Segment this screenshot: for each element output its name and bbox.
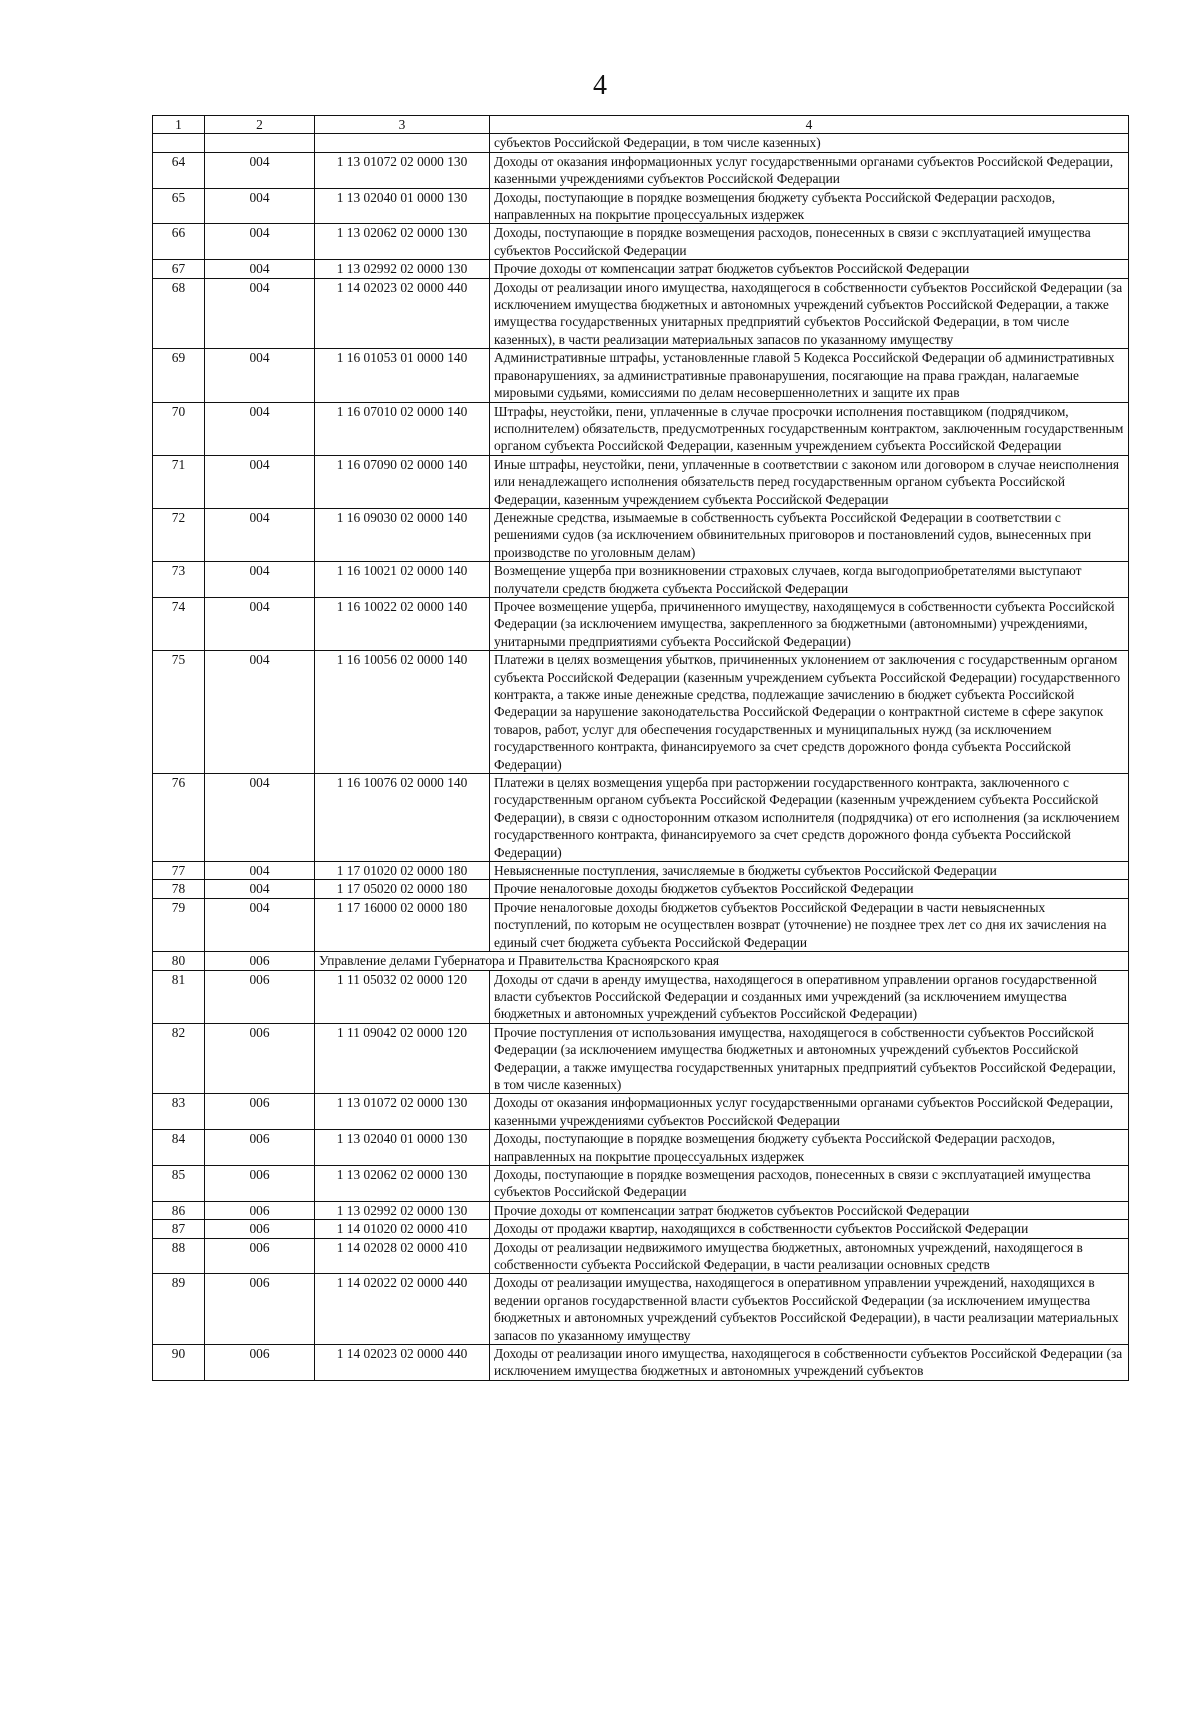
table-row	[153, 1201, 1129, 1219]
description-cell: Доходы от реализации недвижимого имущества бюджетных, автономных учреждений, находящегося в собственности субъекта Российской Федерации, в части реализации основных средств	[490, 1238, 1129, 1274]
table-row	[153, 188, 1129, 224]
description-cell: Прочие неналоговые доходы бюджетов субъектов Российской Федерации	[490, 880, 1129, 898]
row-number-cell: 70	[153, 402, 205, 455]
description-cell: Возмещение ущерба при возникновении страховых случаев, когда выгодоприобретателями выступают получатели средств бюджета субъекта Российской Федерации	[490, 562, 1129, 598]
admin-code-cell: 004	[205, 880, 315, 898]
admin-code-cell: 006	[205, 970, 315, 1023]
table-row	[153, 1274, 1129, 1345]
row-number-cell: 84	[153, 1130, 205, 1166]
page-number: 4	[593, 70, 607, 101]
row-number-cell	[153, 134, 205, 152]
admin-code-cell: 004	[205, 455, 315, 508]
kbk-code-cell: 1 13 02062 02 0000 130	[315, 224, 490, 260]
table-row	[153, 880, 1129, 898]
kbk-code-cell: 1 17 16000 02 0000 180	[315, 898, 490, 951]
row-number-cell: 86	[153, 1201, 205, 1219]
table-row	[153, 278, 1129, 349]
admin-code-cell: 004	[205, 651, 315, 774]
row-number-cell: 76	[153, 774, 205, 862]
kbk-code-cell: 1 13 02040 01 0000 130	[315, 1130, 490, 1166]
description-cell: Прочие поступления от использования имущества, находящегося в собственности субъектов Российской Федерации (за исключением имущества бюджетных и автономных учреждений субъектов Российской Федерации, а также имущества государственных унитарных предприятий субъектов Российской Федерации, в том числе казенных)	[490, 1023, 1129, 1094]
description-cell: Прочее возмещение ущерба, причиненного имуществу, находящемуся в собственности субъекта Российской Федерации (за исключением имущества, закрепленного за бюджетными (автономными) учреждениями, унитарными предприятиями субъекта Российской Федерации)	[490, 597, 1129, 650]
kbk-code-cell: 1 14 02023 02 0000 440	[315, 1345, 490, 1381]
admin-code-cell: 004	[205, 188, 315, 224]
kbk-code-cell: 1 16 07090 02 0000 140	[315, 455, 490, 508]
row-number-cell: 80	[153, 952, 205, 970]
table-row	[153, 508, 1129, 561]
revenue-codes-table	[152, 115, 1129, 1381]
admin-code-cell: 006	[205, 1274, 315, 1345]
description-cell: Доходы от реализации имущества, находящегося в оперативном управлении учреждений, находящихся в ведении органов государственной власти субъектов Российской Федерации (за исключением имущества бюджетных и автономных учреждений субъектов Российской Федерации), в части реализации материальных запасов по указанному имуществу	[490, 1274, 1129, 1345]
table-row	[153, 1220, 1129, 1238]
admin-code-cell: 006	[205, 1094, 315, 1130]
admin-code-cell: 004	[205, 898, 315, 951]
row-number-cell: 89	[153, 1274, 205, 1345]
table-row	[153, 152, 1129, 188]
row-number-cell: 65	[153, 188, 205, 224]
admin-code-cell: 004	[205, 152, 315, 188]
description-cell: Доходы от оказания информационных услуг государственными органами субъектов Российской Федерации, казенными учреждениями субъектов Российской Федерации	[490, 152, 1129, 188]
continuation-row	[153, 134, 1129, 152]
row-number-cell: 78	[153, 880, 205, 898]
description-cell: Денежные средства, изымаемые в собственность субъекта Российской Федерации в соответствии с решениями судов (за исключением обвинительных приговоров и постановлений судов, вынесенных при производстве по уголовным делам)	[490, 508, 1129, 561]
admin-code-cell: 006	[205, 1130, 315, 1166]
description-cell: Прочие доходы от компенсации затрат бюджетов субъектов Российской Федерации	[490, 260, 1129, 278]
column-header-2: 2	[205, 116, 315, 134]
table-row	[153, 774, 1129, 862]
kbk-code-cell: 1 14 02023 02 0000 440	[315, 278, 490, 349]
admin-code-cell: 004	[205, 402, 315, 455]
table-row	[153, 1094, 1129, 1130]
table-row	[153, 651, 1129, 774]
admin-code-cell: 004	[205, 224, 315, 260]
table-header-row	[153, 116, 1129, 134]
row-number-cell: 77	[153, 862, 205, 880]
admin-code-cell: 004	[205, 508, 315, 561]
kbk-code-cell	[315, 134, 490, 152]
admin-code-cell: 006	[205, 1345, 315, 1381]
description-cell: Доходы, поступающие в порядке возмещения бюджету субъекта Российской Федерации расходов, направленных на покрытие процессуальных издержек	[490, 188, 1129, 224]
kbk-code-cell: 1 13 01072 02 0000 130	[315, 1094, 490, 1130]
row-number-cell: 90	[153, 1345, 205, 1381]
row-number-cell: 81	[153, 970, 205, 1023]
table-row	[153, 402, 1129, 455]
table-row	[153, 1165, 1129, 1201]
kbk-code-cell: 1 16 10021 02 0000 140	[315, 562, 490, 598]
kbk-code-cell: 1 11 05032 02 0000 120	[315, 970, 490, 1023]
admin-code-cell: 004	[205, 774, 315, 862]
description-cell: Прочие неналоговые доходы бюджетов субъектов Российской Федерации в части невыясненных поступлений, по которым не осуществлен возврат (уточнение) не позднее трех лет со дня их зачисления на единый счет бюджета субъекта Российской Федерации	[490, 898, 1129, 951]
column-header-4: 4	[490, 116, 1129, 134]
row-number-cell: 74	[153, 597, 205, 650]
kbk-code-cell: 1 14 01020 02 0000 410	[315, 1220, 490, 1238]
table-row	[153, 898, 1129, 951]
admin-code-cell	[205, 134, 315, 152]
kbk-code-cell: 1 13 02040 01 0000 130	[315, 188, 490, 224]
description-cell: Доходы, поступающие в порядке возмещения бюджету субъекта Российской Федерации расходов, направленных на покрытие процессуальных издержек	[490, 1130, 1129, 1166]
admin-code-cell: 004	[205, 597, 315, 650]
table-row	[153, 1238, 1129, 1274]
kbk-code-cell: 1 14 02028 02 0000 410	[315, 1238, 490, 1274]
description-cell: Платежи в целях возмещения ущерба при расторжении государственного контракта, заключенного с государственным органом субъекта Российской Федерации (казенным учреждением субъекта Российской Федерации), в связи с односторонним отказом исполнителя (подрядчика) от его исполнения (за исключением государственного контракта, финансируемого за счет средств дорожного фонда субъекта Российской Федерации)	[490, 774, 1129, 862]
kbk-code-cell: 1 16 07010 02 0000 140	[315, 402, 490, 455]
kbk-code-cell: 1 13 01072 02 0000 130	[315, 152, 490, 188]
row-number-cell: 72	[153, 508, 205, 561]
table-row	[153, 1023, 1129, 1094]
kbk-code-cell: 1 16 09030 02 0000 140	[315, 508, 490, 561]
table-row	[153, 1345, 1129, 1381]
row-number-cell: 66	[153, 224, 205, 260]
row-number-cell: 87	[153, 1220, 205, 1238]
table-row	[153, 260, 1129, 278]
row-number-cell: 79	[153, 898, 205, 951]
admin-code-cell: 006	[205, 1023, 315, 1094]
row-number-cell: 85	[153, 1165, 205, 1201]
description-cell: субъектов Российской Федерации, в том числе казенных)	[490, 134, 1129, 152]
department-name-cell: Управление делами Губернатора и Правительства Красноярского края	[315, 952, 1129, 970]
kbk-code-cell: 1 17 01020 02 0000 180	[315, 862, 490, 880]
description-cell: Доходы, поступающие в порядке возмещения расходов, понесенных в связи с эксплуатацией имущества субъектов Российской Федерации	[490, 224, 1129, 260]
table-row	[153, 224, 1129, 260]
description-cell: Штрафы, неустойки, пени, уплаченные в случае просрочки исполнения поставщиком (подрядчиком, исполнителем) обязательств, предусмотренных государственным контрактом, заключенным государственным органом субъекта Российской Федерации, казенным учреждением субъекта Российской Федерации	[490, 402, 1129, 455]
admin-code-cell: 004	[205, 562, 315, 598]
table-body	[153, 134, 1129, 1380]
description-cell: Невыясненные поступления, зачисляемые в бюджеты субъектов Российской Федерации	[490, 862, 1129, 880]
admin-code-cell: 004	[205, 260, 315, 278]
description-cell: Платежи в целях возмещения убытков, причиненных уклонением от заключения с государственным органом субъекта Российской Федерации (казенным учреждением субъекта Российской Федерации) государственного контракта, а также иные денежные средства, подлежащие зачислению в бюджет субъекта Российской Федерации за нарушение законодательства Российской Федерации о контрактной системе в сфере закупок товаров, работ, услуг для обеспечения государственных и муниципальных нужд (за исключением государственного контракта, финансируемого за счет средств дорожного фонда субъекта Российской Федерации)	[490, 651, 1129, 774]
description-cell: Прочие доходы от компенсации затрат бюджетов субъектов Российской Федерации	[490, 1201, 1129, 1219]
admin-code-cell: 006	[205, 952, 315, 970]
table-row	[153, 862, 1129, 880]
table-row	[153, 1130, 1129, 1166]
admin-code-cell: 004	[205, 278, 315, 349]
kbk-code-cell: 1 11 09042 02 0000 120	[315, 1023, 490, 1094]
row-number-cell: 68	[153, 278, 205, 349]
description-cell: Доходы от реализации иного имущества, находящегося в собственности субъектов Российской Федерации (за исключением имущества бюджетных и автономных учреждений субъектов Российской Федерации, а также имущества государственных унитарных предприятий субъектов Российской Федерации, в том числе казенных), в части реализации материальных запасов по указанному имуществу	[490, 278, 1129, 349]
table-row	[153, 597, 1129, 650]
row-number-cell: 88	[153, 1238, 205, 1274]
description-cell: Доходы от сдачи в аренду имущества, находящегося в оперативном управлении органов государственной власти субъектов Российской Федерации и созданных ими учреждений (за исключением имущества бюджетных и автономных учреждений субъектов Российской Федерации)	[490, 970, 1129, 1023]
description-cell: Доходы, поступающие в порядке возмещения расходов, понесенных в связи с эксплуатацией имущества субъектов Российской Федерации	[490, 1165, 1129, 1201]
kbk-code-cell: 1 13 02992 02 0000 130	[315, 1201, 490, 1219]
description-cell: Доходы от продажи квартир, находящихся в собственности субъектов Российской Федерации	[490, 1220, 1129, 1238]
description-cell: Иные штрафы, неустойки, пени, уплаченные в соответствии с законом или договором в случае неисполнения или ненадлежащего исполнения обязательств перед государственным органом субъекта Российской Федерации, казенным учреждением субъекта Российской Федерации	[490, 455, 1129, 508]
row-number-cell: 73	[153, 562, 205, 598]
kbk-code-cell: 1 16 01053 01 0000 140	[315, 349, 490, 402]
description-cell: Доходы от реализации иного имущества, находящегося в собственности субъектов Российской Федерации (за исключением имущества бюджетных и автономных учреждений субъектов	[490, 1345, 1129, 1381]
table-row	[153, 562, 1129, 598]
kbk-code-cell: 1 16 10022 02 0000 140	[315, 597, 490, 650]
admin-code-cell: 004	[205, 862, 315, 880]
row-number-cell: 69	[153, 349, 205, 402]
table-row	[153, 970, 1129, 1023]
row-number-cell: 67	[153, 260, 205, 278]
kbk-code-cell: 1 17 05020 02 0000 180	[315, 880, 490, 898]
kbk-code-cell: 1 16 10056 02 0000 140	[315, 651, 490, 774]
kbk-code-cell: 1 16 10076 02 0000 140	[315, 774, 490, 862]
table-row	[153, 349, 1129, 402]
admin-code-cell: 004	[205, 349, 315, 402]
row-number-cell: 75	[153, 651, 205, 774]
kbk-code-cell: 1 13 02062 02 0000 130	[315, 1165, 490, 1201]
admin-code-cell: 006	[205, 1165, 315, 1201]
description-cell: Административные штрафы, установленные главой 5 Кодекса Российской Федерации об административных правонарушениях, за административные правонарушения, посягающие на права граждан, налагаемые мировыми судьями, комиссиями по делам несовершеннолетних и защите их прав	[490, 349, 1129, 402]
row-number-cell: 71	[153, 455, 205, 508]
row-number-cell: 64	[153, 152, 205, 188]
column-header-1: 1	[153, 116, 205, 134]
row-number-cell: 83	[153, 1094, 205, 1130]
description-cell: Доходы от оказания информационных услуг государственными органами субъектов Российской Федерации, казенными учреждениями субъектов Российской Федерации	[490, 1094, 1129, 1130]
row-number-cell: 82	[153, 1023, 205, 1094]
admin-code-cell: 006	[205, 1238, 315, 1274]
kbk-code-cell: 1 14 02022 02 0000 440	[315, 1274, 490, 1345]
kbk-code-cell: 1 13 02992 02 0000 130	[315, 260, 490, 278]
table-row	[153, 952, 1129, 970]
admin-code-cell: 006	[205, 1201, 315, 1219]
admin-code-cell: 006	[205, 1220, 315, 1238]
column-header-3: 3	[315, 116, 490, 134]
table-row	[153, 455, 1129, 508]
